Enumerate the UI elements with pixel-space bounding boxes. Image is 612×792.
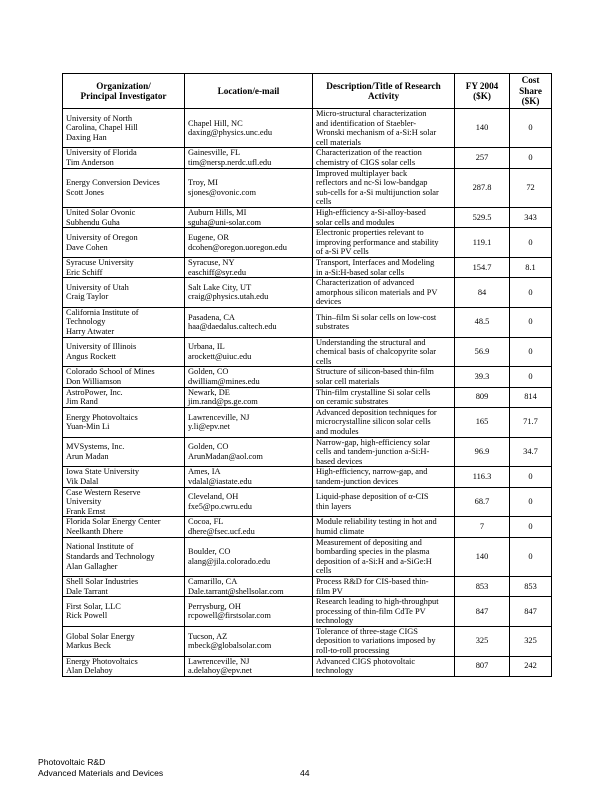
cell-fy2004: 116.3 — [455, 467, 510, 487]
cell-organization-line: University of Florida — [66, 148, 137, 158]
cell-location-line: a.delahoy@epv.net — [188, 666, 252, 676]
cell-description-line: bombarding species in the plasma — [316, 547, 430, 557]
cell-location-line: Syracuse, NY — [188, 257, 235, 267]
cell-fy2004: 847 — [455, 597, 510, 627]
cell-organization-line: Neelkanth Dhere — [66, 526, 123, 536]
cell-cost-share: 8.1 — [510, 257, 552, 277]
cell-location-line: ArunMadan@aol.com — [188, 451, 263, 461]
cell-organization-line: Scott Jones — [66, 187, 104, 197]
cell-organization — [63, 148, 185, 168]
table-row — [63, 109, 552, 148]
cell-cost-share: 34.7 — [510, 437, 552, 467]
cell-organization-line: Energy Photovoltaics — [66, 656, 138, 666]
cell-organization — [63, 407, 185, 437]
table-row — [63, 437, 552, 467]
cell-location-line: Pasadena, CA — [188, 312, 235, 322]
cell-location-line: Perrysburg, OH — [188, 601, 241, 611]
cell-description-line: based devices — [316, 456, 363, 466]
cell-organization-line: First Solar, LLC — [66, 601, 121, 611]
cell-fy2004: 140 — [455, 537, 510, 576]
cell-organization-line: Don Williamson — [66, 377, 122, 387]
footer-report-title: Photovoltaic R&D — [38, 757, 106, 767]
header-cost-share: Cost Share ($K) — [510, 74, 552, 109]
cell-fy2004: 529.5 — [455, 207, 510, 227]
cell-organization — [63, 576, 185, 596]
cell-organization-line: Eric Schiff — [66, 267, 103, 277]
cell-location-line: y.li@epv.net — [188, 422, 230, 432]
cell-description-line: microcrystalline silicon solar cells — [316, 417, 431, 427]
cell-organization-line: MVSystems, Inc. — [66, 442, 125, 452]
cell-fy2004: 48.5 — [455, 307, 510, 337]
table-row — [63, 207, 552, 227]
cell-organization-line: Shell Solar Industries — [66, 576, 139, 586]
cell-description-line: improving performance and stability — [316, 237, 439, 247]
cell-description — [313, 278, 455, 308]
cell-cost-share: 0 — [510, 228, 552, 258]
table-row — [63, 517, 552, 537]
cell-description-line: tandem-junction devices — [316, 476, 399, 486]
cell-location-line: Urbana, IL — [188, 342, 225, 352]
cell-description — [313, 576, 455, 596]
cell-cost-share: 0 — [510, 109, 552, 148]
cell-organization-line: Yuan-Min Li — [66, 422, 110, 432]
cell-organization-line: Arun Madan — [66, 451, 109, 461]
cell-organization-line: Alan Delahoy — [66, 666, 113, 676]
cell-organization-line: University of Utah — [66, 282, 129, 292]
cell-location — [185, 367, 313, 387]
cell-organization-line: University of Oregon — [66, 232, 138, 242]
cell-location — [185, 148, 313, 168]
cell-organization-line: Harry Atwater — [66, 327, 115, 337]
cell-cost-share: 853 — [510, 576, 552, 596]
cell-fy2004: 257 — [455, 148, 510, 168]
cell-location — [185, 537, 313, 576]
cell-location-line: Lawrenceville, NJ — [188, 656, 250, 666]
cell-description-line: Structure of silicon-based thin-film — [316, 367, 434, 377]
cell-location-line: Ames, IA — [188, 467, 221, 477]
cell-description-line: sub-cells for a-Si multijunction solar — [316, 187, 439, 197]
cell-cost-share: 0 — [510, 307, 552, 337]
cell-description — [313, 407, 455, 437]
table-row — [63, 656, 552, 676]
cell-description-line: Understanding the structural and — [316, 337, 426, 347]
cell-organization-line: University of North — [66, 113, 133, 123]
cell-fy2004: 140 — [455, 109, 510, 148]
cell-location-line: sguha@uni-solar.com — [188, 217, 262, 227]
cell-cost-share: 0 — [510, 517, 552, 537]
table-row — [63, 168, 552, 207]
cell-location-line: fxe5@po.cwru.edu — [188, 501, 252, 511]
cell-description-line: processing of thin-film CdTe PV — [316, 606, 426, 616]
cell-organization — [63, 597, 185, 627]
cell-location-line: haa@daedalus.caltech.edu — [188, 322, 277, 332]
table-row — [63, 148, 552, 168]
cell-description-line: substrates — [316, 322, 350, 332]
cell-location-line: Golden, CO — [188, 367, 229, 377]
cell-location — [185, 437, 313, 467]
cell-description — [313, 487, 455, 517]
cell-description-line: Narrow-gap, high-efficiency solar — [316, 437, 431, 447]
cell-location-line: Cocoa, FL — [188, 517, 224, 527]
cell-organization-line: Frank Ernst — [66, 506, 106, 516]
cell-description-line: Measurement of depositing and — [316, 537, 422, 547]
cell-organization-line: California Institute of — [66, 307, 139, 317]
cell-organization — [63, 467, 185, 487]
cell-description-line: and identification of Staebler- — [316, 118, 417, 128]
cell-cost-share: 847 — [510, 597, 552, 627]
cell-fy2004: 68.7 — [455, 487, 510, 517]
cell-organization-line: Global Solar Energy — [66, 631, 135, 641]
cell-description — [313, 207, 455, 227]
cell-fy2004: 809 — [455, 387, 510, 407]
table-row — [63, 337, 552, 367]
cell-description-line: Advanced CIGS photovoltaic — [316, 656, 416, 666]
cell-location-line: Eugene, OR — [188, 232, 229, 242]
cell-description — [313, 656, 455, 676]
cell-organization — [63, 656, 185, 676]
cell-cost-share: 0 — [510, 487, 552, 517]
cell-organization-line: Daxing Han — [66, 132, 107, 142]
cell-cost-share: 0 — [510, 337, 552, 367]
table-row — [63, 407, 552, 437]
cell-cost-share: 242 — [510, 656, 552, 676]
cell-description — [313, 257, 455, 277]
cell-fy2004: 39.3 — [455, 367, 510, 387]
header-fy2004: FY 2004 ($K) — [455, 74, 510, 109]
cell-cost-share: 71.7 — [510, 407, 552, 437]
table-row — [63, 278, 552, 308]
cell-description — [313, 437, 455, 467]
cell-description-line: solar cell materials — [316, 377, 380, 387]
cell-location-line: dwilliam@mines.edu — [188, 377, 260, 387]
cell-organization — [63, 517, 185, 537]
cell-organization-line: Jim Rand — [66, 397, 98, 407]
cell-organization-line: Dave Cohen — [66, 242, 108, 252]
footer-section-title: Advanced Materials and Devices — [38, 768, 164, 778]
cell-description-line: cell materials — [316, 137, 361, 147]
cell-organization-line: Rick Powell — [66, 611, 108, 621]
cell-organization-line: Colorado School of Mines — [66, 367, 155, 377]
cell-description-line: Research leading to high-throughput — [316, 597, 439, 607]
cell-location — [185, 487, 313, 517]
cell-description-line: and modules — [316, 427, 359, 436]
cell-location-line: Newark, DE — [188, 387, 230, 397]
cell-fy2004: 853 — [455, 576, 510, 596]
cell-organization-line: University of Illinois — [66, 342, 137, 352]
cell-location — [185, 656, 313, 676]
cell-location-line: easchiff@syr.edu — [188, 267, 247, 277]
cell-location-line: Tucson, AZ — [188, 631, 228, 641]
cell-location-line: Boulder, CO — [188, 547, 231, 557]
page-number: 44 — [300, 768, 310, 778]
cell-cost-share: 814 — [510, 387, 552, 407]
cell-location-line: Camarillo, CA — [188, 576, 238, 586]
cell-description-line: High-efficiency, narrow-gap, and — [316, 467, 428, 477]
cell-description — [313, 228, 455, 258]
cell-description-line: chemistry of CIGS solar cells — [316, 157, 416, 167]
cell-cost-share: 0 — [510, 537, 552, 576]
cell-organization — [63, 387, 185, 407]
cell-location-line: craig@physics.utah.edu — [188, 292, 269, 302]
cell-description — [313, 109, 455, 148]
cell-location — [185, 278, 313, 308]
cell-organization — [63, 437, 185, 467]
cell-fy2004: 807 — [455, 656, 510, 676]
cell-location-line: jim.rand@ps.ge.com — [188, 397, 258, 407]
cell-fy2004: 119.1 — [455, 228, 510, 258]
cell-description — [313, 168, 455, 207]
table-header-row — [63, 74, 552, 109]
cell-organization — [63, 257, 185, 277]
research-table — [62, 73, 552, 677]
cell-organization-line: Carolina, Chapel Hill — [66, 123, 138, 133]
table-row — [63, 228, 552, 258]
cell-location — [185, 517, 313, 537]
cell-fy2004: 56.9 — [455, 337, 510, 367]
cell-location-line: Troy, MI — [188, 178, 218, 188]
header-location: Location/e-mail — [185, 74, 313, 109]
cell-location-line: dcohen@oregon.uoregon.edu — [188, 242, 287, 252]
cell-description-line: cells — [316, 356, 332, 366]
footer — [38, 757, 163, 779]
cell-organization — [63, 278, 185, 308]
cell-organization — [63, 367, 185, 387]
cell-description-line: in a-Si:H-based solar cells — [316, 267, 405, 277]
cell-description-line: thin layers — [316, 501, 352, 511]
cell-location — [185, 109, 313, 148]
cell-description-line: cells — [316, 197, 332, 207]
cell-cost-share: 0 — [510, 278, 552, 308]
cell-organization-line: Energy Photovoltaics — [66, 412, 138, 422]
cell-location — [185, 597, 313, 627]
cell-description-line: Thin-film crystalline Si solar cells — [316, 387, 431, 397]
cell-description — [313, 307, 455, 337]
table-row — [63, 576, 552, 596]
cell-organization — [63, 626, 185, 656]
cell-location-line: Auburn Hills, MI — [188, 207, 247, 217]
cell-location — [185, 387, 313, 407]
cell-location-line: vdalal@iastate.edu — [188, 476, 252, 486]
cell-location-line: alang@jila.colorado.edu — [188, 556, 271, 566]
cell-fy2004: 154.7 — [455, 257, 510, 277]
cell-organization — [63, 207, 185, 227]
cell-organization-line: Florida Solar Energy Center — [66, 517, 161, 527]
cell-description — [313, 467, 455, 487]
cell-cost-share: 72 — [510, 168, 552, 207]
cell-description-line: Tolerance of three-stage CIGS — [316, 626, 418, 636]
cell-description-line: Characterization of advanced — [316, 278, 415, 288]
cell-cost-share: 0 — [510, 467, 552, 487]
cell-fy2004: 287.8 — [455, 168, 510, 207]
cell-description-line: Liquid-phase deposition of α-CIS — [316, 492, 429, 502]
cell-organization-line: Markus Beck — [66, 641, 111, 651]
table-row — [63, 307, 552, 337]
cell-description-line: Electronic properties relevant to — [316, 228, 424, 238]
cell-organization-line: Syracuse University — [66, 257, 134, 267]
cell-description-line: cells and tandem-junction a-Si:H- — [316, 447, 430, 457]
cell-location-line: Golden, CO — [188, 442, 229, 452]
cell-description-line: cells — [316, 566, 332, 576]
cell-location — [185, 407, 313, 437]
cell-organization-line: Iowa State University — [66, 467, 140, 477]
cell-organization-line: Case Western Reserve — [66, 487, 141, 497]
cell-description — [313, 597, 455, 627]
cell-description — [313, 626, 455, 656]
cell-cost-share: 343 — [510, 207, 552, 227]
cell-location — [185, 467, 313, 487]
cell-organization-line: Craig Taylor — [66, 292, 109, 302]
cell-description-line: reflectors and nc-Si low-bandgap — [316, 178, 428, 188]
cell-description — [313, 517, 455, 537]
cell-location — [185, 576, 313, 596]
cell-description — [313, 537, 455, 576]
cell-location-line: Lawrenceville, NJ — [188, 412, 250, 422]
cell-location — [185, 307, 313, 337]
cell-location-line: daxing@physics.unc.edu — [188, 128, 273, 138]
table-row — [63, 467, 552, 487]
cell-organization — [63, 228, 185, 258]
cell-fy2004: 7 — [455, 517, 510, 537]
cell-description-line: Module reliability testing in hot and — [316, 517, 437, 527]
table-row — [63, 626, 552, 656]
cell-description — [313, 337, 455, 367]
cell-location — [185, 168, 313, 207]
cell-fy2004: 96.9 — [455, 437, 510, 467]
cell-fy2004: 84 — [455, 278, 510, 308]
cell-organization-line: Tim Anderson — [66, 157, 114, 167]
cell-description-line: humid climate — [316, 526, 365, 536]
cell-location-line: tim@nersp.nerdc.ufl.edu — [188, 157, 272, 167]
cell-description-line: Thin–film Si solar cells on low-cost — [316, 312, 437, 322]
cell-organization — [63, 337, 185, 367]
cell-location — [185, 207, 313, 227]
cell-description-line: of a-Si PV cells — [316, 247, 369, 257]
cell-organization-line: Standards and Technology — [66, 551, 155, 561]
cell-location-line: rcpowell@firstsolar.com — [188, 611, 271, 621]
cell-location-line: arockett@uiuc.edu — [188, 352, 252, 362]
cell-organization-line: Energy Conversion Devices — [66, 178, 160, 188]
cell-organization-line: Technology — [66, 317, 106, 327]
cell-organization-line: Vik Dalal — [66, 476, 99, 486]
cell-description-line: Micro-structural characterization — [316, 109, 427, 118]
cell-organization — [63, 109, 185, 148]
cell-description-line: Process R&D for CIS-based thin- — [316, 576, 429, 586]
cell-description-line: deposition to variations imposed by — [316, 636, 436, 646]
cell-organization-line: United Solar Ovonic — [66, 207, 136, 217]
cell-cost-share: 325 — [510, 626, 552, 656]
cell-location-line: Chapel Hill, NC — [188, 118, 243, 128]
cell-description-line: devices — [316, 297, 342, 307]
cell-location-line: Cleveland, OH — [188, 492, 239, 502]
cell-location-line: mbeck@globalsolar.com — [188, 641, 272, 651]
cell-location-line: Salt Lake City, UT — [188, 282, 252, 292]
cell-location — [185, 228, 313, 258]
cell-organization — [63, 168, 185, 207]
cell-description-line: on ceramic substrates — [316, 397, 389, 407]
header-organization: Organization/ Principal Investigator — [63, 74, 185, 109]
cell-description — [313, 148, 455, 168]
cell-description-line: Advanced deposition techniques for — [316, 407, 437, 417]
table-row — [63, 257, 552, 277]
cell-cost-share: 0 — [510, 367, 552, 387]
cell-description-line: roll-to-roll processing — [316, 646, 390, 656]
cell-description-line: technology — [316, 666, 354, 676]
cell-organization-line: National Institute of — [66, 542, 134, 552]
table-row — [63, 367, 552, 387]
table-row — [63, 537, 552, 576]
cell-description-line: chemical basis of chalcopyrite solar — [316, 347, 436, 357]
cell-cost-share: 0 — [510, 148, 552, 168]
cell-location-line: sjones@ovonic.com — [188, 187, 256, 197]
table-row — [63, 597, 552, 627]
cell-description-line: film PV — [316, 586, 343, 596]
cell-description-line: Improved multiplayer back — [316, 168, 408, 178]
cell-organization-line: Subhendu Guha — [66, 217, 120, 227]
cell-organization-line: University — [66, 497, 102, 507]
cell-description-line: Transport, Interfaces and Modeling — [316, 257, 435, 267]
cell-location — [185, 337, 313, 367]
cell-fy2004: 165 — [455, 407, 510, 437]
table-row — [63, 387, 552, 407]
cell-location-line: Gainesville, FL — [188, 148, 241, 158]
cell-description-line: deposition of a-Si:H and a-SiGe:H — [316, 556, 432, 566]
table-row — [63, 487, 552, 517]
cell-organization — [63, 307, 185, 337]
cell-location-line: Dale.tarrant@shellsolar.com — [188, 586, 284, 596]
cell-organization-line: AstroPower, Inc. — [66, 387, 123, 397]
cell-organization-line: Alan Gallagher — [66, 561, 118, 571]
cell-location-line: dhere@fsec.ucf.edu — [188, 526, 255, 536]
header-description: Description/Title of Research Activity — [313, 74, 455, 109]
cell-location — [185, 257, 313, 277]
cell-organization — [63, 537, 185, 576]
cell-description-line: amorphous silicon materials and PV — [316, 287, 438, 297]
cell-organization-line: Dale Tarrant — [66, 586, 108, 596]
cell-organization-line: Angus Rockett — [66, 352, 117, 362]
cell-fy2004: 325 — [455, 626, 510, 656]
cell-description-line: solar cells and modules — [316, 217, 395, 227]
cell-description-line: technology — [316, 616, 354, 626]
cell-description-line: High-efficiency a-Si-alloy-based — [316, 207, 426, 217]
cell-description — [313, 367, 455, 387]
cell-description-line: Characterization of the reaction — [316, 148, 422, 158]
cell-description — [313, 387, 455, 407]
cell-organization — [63, 487, 185, 517]
cell-location — [185, 626, 313, 656]
cell-description-line: Wronski mechanism of a-Si:H solar — [316, 128, 437, 138]
